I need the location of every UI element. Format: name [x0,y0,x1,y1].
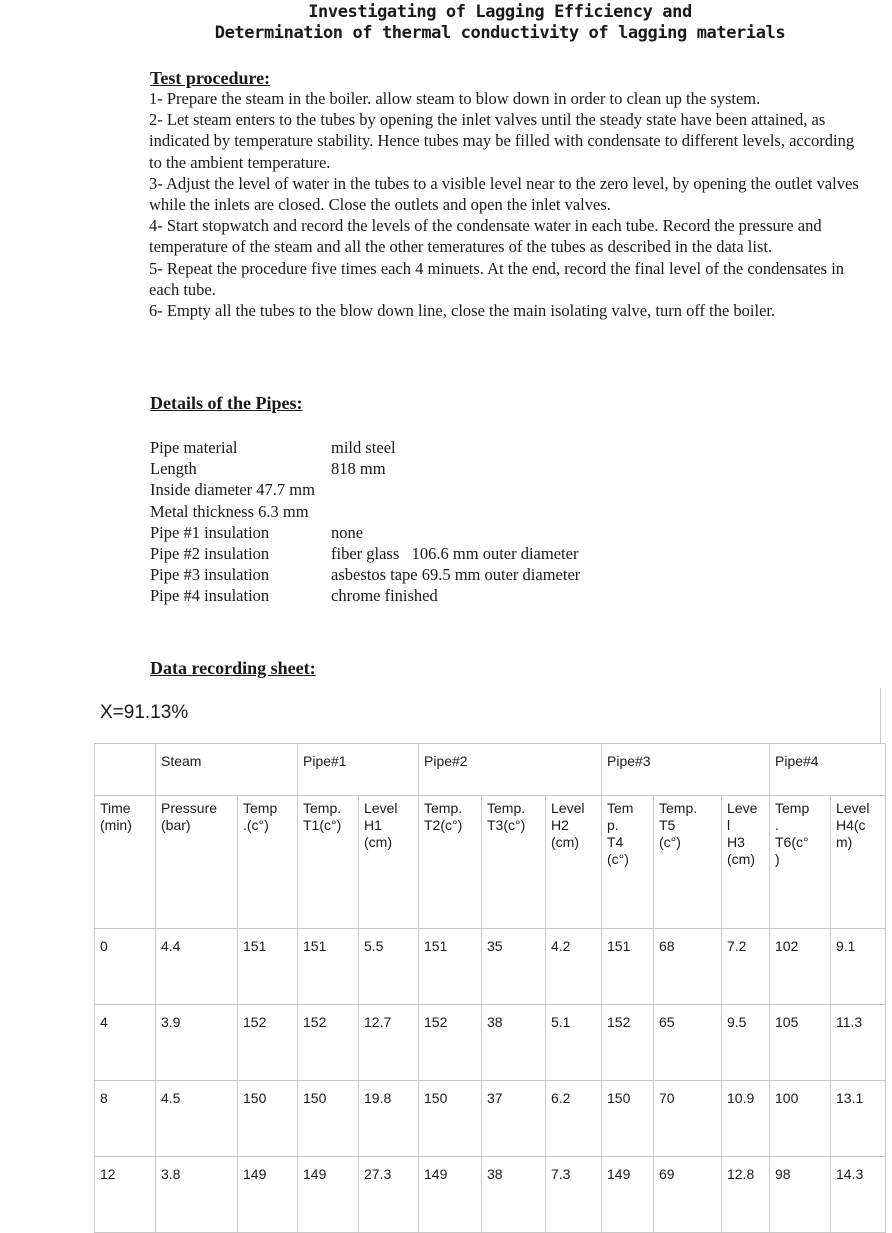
table-cell: 5.5 [359,929,419,1005]
column-header-line: Level [551,800,585,816]
pipes-heading: Details of the Pipes: [150,393,303,413]
table-cell: 7.3 [546,1157,602,1233]
table-cell: 37 [482,1081,546,1157]
column-header [359,796,419,929]
table-cell: 150 [238,1081,298,1157]
table-cell: 12.7 [359,1005,419,1081]
procedure-step: 6- Empty all the tubes to the blow down line, close the main isolating valve, turn off the boiler. [149,301,776,321]
insulation-row [150,564,650,585]
insulation-row [150,522,650,543]
table-cell: 9.5 [722,1005,770,1081]
column-header [654,796,722,929]
column-header-line [161,834,237,851]
table-cell: 38 [482,1005,546,1081]
column-header-line: H2 [551,817,569,833]
column-header-line [424,834,481,851]
table-cell: 105 [770,1005,831,1081]
table-cell: 14.3 [831,1157,886,1233]
column-header-line [303,851,358,868]
column-header-line: ) [775,851,780,867]
column-header [95,796,156,929]
table-cell: 35 [482,929,546,1005]
column-header [831,796,886,929]
column-header-line: (bar) [161,817,191,833]
column-header-line: l [727,817,731,833]
column-header-line: T1(c°) [303,817,342,833]
group-pipe1: Pipe#1 [298,744,419,796]
pipe-material-label: Pipe material [150,438,238,457]
group-row [95,744,886,796]
table-cell: 151 [602,929,654,1005]
column-header-line: Temp [775,800,810,816]
table-cell: 0 [95,929,156,1005]
group-pipe4: Pipe#4 [770,744,886,796]
table-cell: 152 [419,1005,482,1081]
procedure-step: 2- Let steam enters to the tubes by opening the inlet valves until the steady state have been attained, as indicated by temperature stability. Hence tubes may be filled with condensate to different levels, according to the ambient temperature. [149,110,855,172]
procedure-step: 1- Prepare the steam in the boiler. allow steam to blow down in order to clean up the system. [149,89,761,108]
table-cell: 10.9 [722,1081,770,1157]
table-cell: 149 [238,1157,298,1233]
table-cell: 19.8 [359,1081,419,1157]
metal-thickness: Metal thickness 6.3 mm [150,501,309,521]
insulation-label: Pipe #2 insulation [150,543,270,563]
table-cell: 6.2 [546,1081,602,1157]
column-header-line: (min) [100,817,132,833]
insulation-label: Pipe #1 insulation [150,522,270,542]
column-header-line: (c°) [607,851,629,867]
x-value: X=91.13% [100,702,189,723]
column-header [419,796,482,929]
table-cell: 12.8 [722,1157,770,1233]
insulation-label: Pipe #3 insulation [150,565,270,585]
column-header-line: Time [100,800,131,816]
procedure-step: 3- Adjust the level of water in the tubes to a visible level near to the zero level, by opening the outlet valves while the inlets are closed. Close the outlets and open the inlet valves. [149,173,859,215]
column-header-line: T6(c° [775,834,809,850]
column-header-line: H1 [364,817,382,833]
pipe-material-row [150,437,650,458]
column-header-line [303,834,358,851]
table-row [95,1081,886,1157]
column-header-line: (cm) [727,851,755,867]
table-cell: 3.9 [156,1005,238,1081]
table-cell: 151 [298,929,359,1005]
column-header-line: T5 [659,817,676,833]
column-header-line: H4(c [836,817,866,833]
column-header-line: T2(c°) [424,817,463,833]
column-header-line: Temp. [659,800,698,816]
column-header-line [243,834,297,851]
insulation-row [150,543,650,564]
table-cell: 13.1 [831,1081,886,1157]
data-sheet-heading: Data recording sheet: [150,658,316,678]
inside-diameter: Inside diameter 47.7 mm [150,480,315,500]
insulation-value: none [331,522,364,542]
table-cell: 151 [419,929,482,1005]
column-header-line [551,851,601,868]
column-header-line [487,834,545,851]
column-header-line: Tem [607,800,634,816]
pipe-material-value: mild steel [331,438,396,457]
insulation-value: chrome finished [331,586,438,606]
column-header-line [100,851,155,868]
column-header [298,796,359,929]
pipe-length-value: 818 mm [331,459,386,479]
column-header-line: Temp. [424,800,463,816]
column-header [546,796,602,929]
column-header [482,796,546,929]
procedure-heading: Test procedure: [150,68,271,88]
inside-diameter-row [150,479,650,500]
insulation-value: asbestos tape 69.5 mm outer diameter [331,565,581,585]
table-cell: 150 [602,1081,654,1157]
table-cell: 69 [654,1157,722,1233]
title-line-2: Determination of thermal conductivity of lagging materials [214,23,786,43]
column-header-line: Level [836,800,870,816]
table-cell: 38 [482,1157,546,1233]
table-cell: 150 [419,1081,482,1157]
column-header-line: Temp. [487,800,526,816]
table-cell: 152 [298,1005,359,1081]
column-header-line [100,834,155,851]
column-header-line: T3(c°) [487,817,526,833]
table-cell: 151 [238,929,298,1005]
column-header [722,796,770,929]
column-header-line: Leve [727,800,758,816]
column-header [602,796,654,929]
table-cell: 65 [654,1005,722,1081]
column-header [770,796,831,929]
table-cell: 4.4 [156,929,238,1005]
table-cell: 12 [95,1157,156,1233]
header-row [95,796,886,929]
column-header-line: T4 [607,834,624,850]
column-header-line: Temp [243,800,278,816]
column-header-line [659,851,721,868]
column-header-line: p. [607,817,619,833]
column-header-line: Pressure [161,800,218,816]
group-pipe3: Pipe#3 [602,744,770,796]
procedure-steps [149,88,859,321]
table-frame-line [880,688,881,744]
group-cell-empty [95,744,156,796]
column-header-line: . [775,817,779,833]
table-cell: 11.3 [831,1005,886,1081]
table-cell: 3.8 [156,1157,238,1233]
insulation-label: Pipe #4 insulation [150,586,270,606]
table-cell: 7.2 [722,929,770,1005]
pipe-length-row [150,458,650,479]
table-cell: 149 [602,1157,654,1233]
table-cell: 150 [298,1081,359,1157]
group-steam: Steam [156,744,298,796]
column-header-line [161,851,237,868]
table-cell: 149 [298,1157,359,1233]
insulation-value: fiber glass 106.6 mm outer diameter [331,543,579,563]
table-cell: 68 [654,929,722,1005]
procedure-step: 5- Repeat the procedure five times each 4 minuets. At the end, record the final level of the condensates in each tube. [149,258,845,299]
pipe-length-label: Length [150,459,197,479]
column-header-line: Temp. [303,800,342,816]
column-header-line [487,851,545,868]
column-header-line: .(c°) [243,817,269,833]
column-header [238,796,298,929]
table-cell: 152 [602,1005,654,1081]
column-header-line: (cm) [364,834,392,850]
column-header [156,796,238,929]
table-cell: 4.2 [546,929,602,1005]
column-header-line: (cm) [551,834,579,850]
table-cell: 102 [770,929,831,1005]
column-header-line: (c°) [659,834,681,850]
group-pipe2: Pipe#2 [419,744,602,796]
metal-thickness-row [150,501,650,522]
table-cell: 152 [238,1005,298,1081]
column-header-line [243,851,297,868]
column-header-line: m) [836,834,853,850]
column-header-line: H3 [727,834,745,850]
column-header-line [836,851,885,868]
procedure-step: 4- Start stopwatch and record the levels of the condensate water in each tube. Record the pressure and temperature of the steam and all the other temeratures of the tubes as described in the data list. [149,216,822,257]
table-row [95,929,886,1005]
table-row [95,1157,886,1233]
table-cell: 149 [419,1157,482,1233]
table-cell: 70 [654,1081,722,1157]
pipe-details [150,437,650,607]
table-cell: 9.1 [831,929,886,1005]
table-row [95,1005,886,1081]
table-cell: 27.3 [359,1157,419,1233]
column-header-line [424,851,481,868]
table-cell: 4.5 [156,1081,238,1157]
data-table [94,743,886,1233]
table-cell: 4 [95,1005,156,1081]
title-line-1: Investigating of Lagging Efficiency and [308,2,692,22]
table-cell: 98 [770,1157,831,1233]
table-cell: 100 [770,1081,831,1157]
insulation-row [150,585,650,606]
table-cell: 5.1 [546,1005,602,1081]
table-cell: 8 [95,1081,156,1157]
column-header-line: Level [364,800,398,816]
column-header-line [364,851,418,868]
